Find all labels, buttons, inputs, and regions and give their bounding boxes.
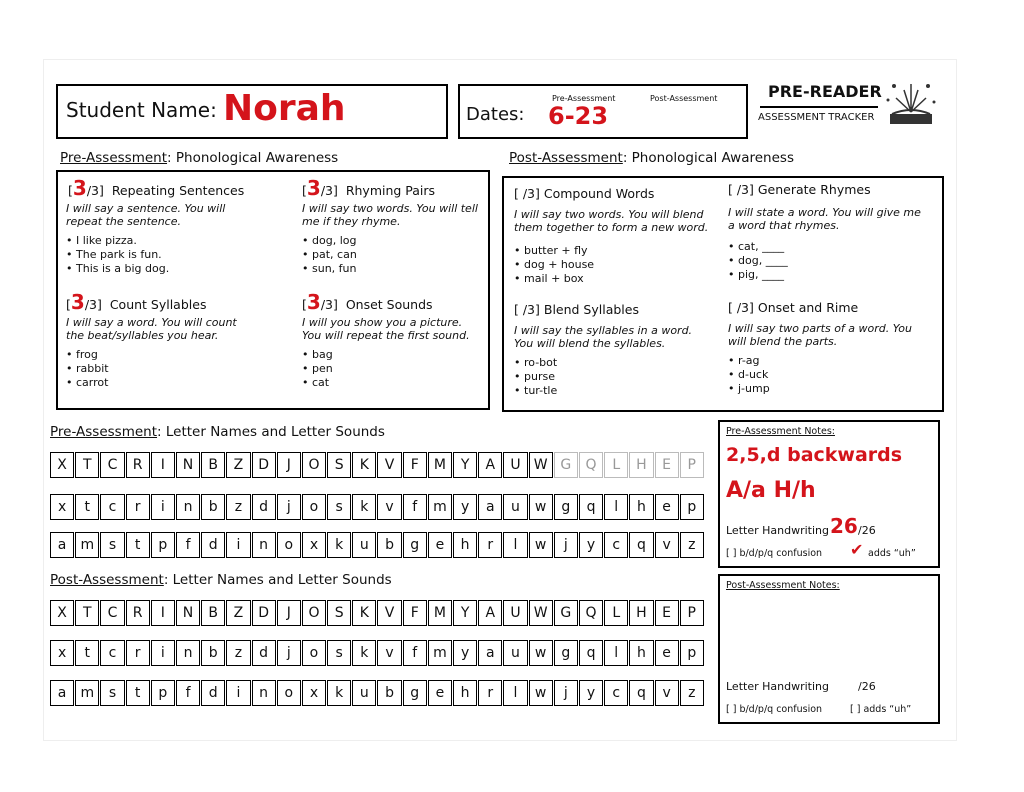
list-item: • j-ump [728, 382, 770, 396]
page-title: PRE-READER [768, 82, 882, 101]
letter-cell: T [75, 452, 99, 478]
list-item: • butter + fly [514, 244, 594, 258]
letter-cell: h [629, 640, 653, 666]
letters-pre-title: Pre-Assessment: Letter Names and Letter Sounds [50, 424, 385, 440]
list-item: • purse [514, 370, 557, 384]
letter-cell: n [176, 494, 200, 520]
check-icon: ✔ [850, 540, 864, 559]
letter-cell: U [503, 452, 527, 478]
letter-cell: y [453, 494, 477, 520]
letter-cell: W [529, 452, 553, 478]
letter-cell: n [176, 640, 200, 666]
list-item: • cat, ____ [728, 240, 788, 254]
phono-post-box [502, 176, 944, 412]
letter-cell: e [655, 494, 679, 520]
letter-cell: g [403, 532, 427, 558]
letter-cell: V [377, 452, 401, 478]
letters-pre-lower1-row [50, 494, 705, 520]
phono-post-title: Post-Assessment: Phonological Awareness [509, 150, 794, 166]
list-item: • pen [302, 362, 333, 376]
letter-cell: I [151, 452, 175, 478]
letter-cell: o [277, 532, 301, 558]
list-item: • mail + box [514, 272, 594, 286]
letter-cell: v [655, 532, 679, 558]
list-item: • bag [302, 348, 333, 362]
letter-cell: p [680, 640, 704, 666]
letter-cell: X [50, 600, 74, 626]
letter-cell: S [327, 600, 351, 626]
letter-cell: q [579, 494, 603, 520]
letter-cell: x [50, 494, 74, 520]
letter-cell: J [277, 600, 301, 626]
phono-pre-box [56, 170, 490, 410]
letter-cell: a [50, 532, 74, 558]
letter-cell: h [453, 532, 477, 558]
letter-cell: x [50, 640, 74, 666]
post-notes-title: Post-Assessment Notes: [726, 580, 840, 591]
worksheet-page [44, 60, 956, 740]
letter-cell: N [176, 452, 200, 478]
letter-cell: b [377, 680, 401, 706]
letter-cell: p [680, 494, 704, 520]
pre-notes-box [718, 420, 940, 568]
letter-cell: c [100, 640, 124, 666]
post-confusion-checkbox: [ ] b/d/p/q confusion [726, 704, 823, 715]
onset-sounds-desc: I will you show you a picture. You will repeat the first sound. [302, 316, 470, 342]
letter-cell: u [352, 680, 376, 706]
letter-cell: k [327, 532, 351, 558]
letter-cell: t [75, 494, 99, 520]
letter-cell: B [201, 452, 225, 478]
rhyming-pairs-desc: I will say two words. You will tell me if they rhyme. [302, 202, 478, 228]
letters-post-title: Post-Assessment: Letter Names and Letter Sounds [50, 572, 392, 588]
letter-cell: t [75, 640, 99, 666]
letter-cell: x [302, 680, 326, 706]
letter-cell: n [252, 680, 276, 706]
letter-cell: M [428, 452, 452, 478]
letter-cell: C [100, 452, 124, 478]
pre-date-value: 6-23 [548, 102, 609, 130]
letter-cell: h [629, 494, 653, 520]
letter-cell: P [680, 452, 704, 478]
pre-letter-handwriting-max: /26 [858, 524, 876, 537]
letter-cell: c [604, 680, 628, 706]
letter-cell: Y [453, 600, 477, 626]
letter-cell: Z [226, 600, 250, 626]
letter-cell: n [252, 532, 276, 558]
letter-cell: s [100, 680, 124, 706]
letter-cell: T [75, 600, 99, 626]
onset-sounds-heading: [3/3] Onset Sounds [302, 290, 433, 314]
letter-cell: r [126, 640, 150, 666]
letter-cell: E [655, 600, 679, 626]
letter-cell: Q [579, 600, 603, 626]
letter-cell: B [201, 600, 225, 626]
letter-cell: e [428, 532, 452, 558]
page-subtitle: ASSESSMENT TRACKER [758, 112, 875, 123]
letter-cell: i [151, 640, 175, 666]
list-item: • ro-bot [514, 356, 557, 370]
letter-cell: I [151, 600, 175, 626]
letter-cell: a [50, 680, 74, 706]
rhyming-pairs-list [302, 234, 357, 276]
repeating-sentences-heading: [3/3] Repeating Sentences [68, 176, 245, 200]
letter-cell: o [302, 494, 326, 520]
list-item: • tur-tle [514, 384, 557, 398]
list-item: • This is a big dog. [66, 262, 169, 276]
list-item: • rabbit [66, 362, 109, 376]
letter-cell: z [680, 680, 704, 706]
pre-confusion-checkbox: [ ] b/d/p/q confusion [726, 548, 823, 559]
letter-cell: O [302, 452, 326, 478]
letter-cell: U [503, 600, 527, 626]
blend-syllables-list [514, 356, 557, 398]
letter-cell: g [554, 640, 578, 666]
generate-rhymes-list [728, 240, 788, 282]
list-item: • I like pizza. [66, 234, 169, 248]
letter-cell: z [226, 494, 250, 520]
letter-cell: P [680, 600, 704, 626]
letters-pre-lower2-row [50, 532, 705, 558]
letter-cell: Y [453, 452, 477, 478]
letter-cell: b [201, 640, 225, 666]
letter-cell: m [428, 494, 452, 520]
letter-cell: s [327, 640, 351, 666]
letter-cell: d [252, 494, 276, 520]
letter-cell: k [352, 640, 376, 666]
letter-cell: H [629, 600, 653, 626]
compound-words-heading: [ /3] Compound Words [514, 186, 655, 201]
letter-cell: e [428, 680, 452, 706]
letter-cell: t [126, 532, 150, 558]
letter-cell: l [604, 494, 628, 520]
count-syllables-list [66, 348, 109, 390]
blend-syllables-heading: [ /3] Blend Syllables [514, 302, 639, 317]
letter-cell: i [151, 494, 175, 520]
onset-rime-heading: [ /3] Onset and Rime [728, 300, 859, 315]
letter-cell: q [629, 680, 653, 706]
student-name-box [56, 84, 448, 139]
letters-post-lower1-row [50, 640, 705, 666]
letter-cell: E [655, 452, 679, 478]
letter-cell: k [352, 494, 376, 520]
letter-cell: k [327, 680, 351, 706]
letter-cell: v [655, 680, 679, 706]
title-rule [760, 106, 878, 108]
list-item: • frog [66, 348, 109, 362]
letter-cell: i [226, 680, 250, 706]
list-item: • The park is fun. [66, 248, 169, 262]
compound-words-desc: I will say two words. You will blend them together to form a new word. [514, 208, 709, 234]
letter-cell: S [327, 452, 351, 478]
letter-cell: R [126, 452, 150, 478]
letter-cell: L [604, 600, 628, 626]
post-date-label: Post-Assessment [650, 94, 718, 103]
letter-cell: F [403, 452, 427, 478]
letter-cell: v [377, 494, 401, 520]
letter-cell: m [428, 640, 452, 666]
pre-letter-handwriting-score: 26 [830, 514, 858, 538]
letter-cell: p [151, 532, 175, 558]
letter-cell: M [428, 600, 452, 626]
book-fireworks-icon [882, 78, 940, 132]
onset-rime-desc: I will say two parts of a word. You will blend the parts. [728, 322, 912, 348]
letter-cell: W [529, 600, 553, 626]
list-item: • r-ag [728, 354, 770, 368]
letter-cell: Z [226, 452, 250, 478]
pre-letter-handwriting-label: Letter Handwriting [726, 524, 829, 537]
letter-cell: N [176, 600, 200, 626]
letter-cell: z [680, 532, 704, 558]
letter-cell: Q [579, 452, 603, 478]
letter-cell: G [554, 452, 578, 478]
letter-cell: F [403, 600, 427, 626]
letter-cell: D [252, 600, 276, 626]
pre-adds-uh-checkbox: adds “uh” [868, 548, 916, 559]
student-name-label: Student Name: [66, 98, 217, 122]
letter-cell: y [579, 680, 603, 706]
list-item: • d-uck [728, 368, 770, 382]
letters-post-upper-row [50, 600, 705, 626]
letter-cell: u [503, 494, 527, 520]
letter-cell: j [277, 640, 301, 666]
letter-cell: c [604, 532, 628, 558]
letter-cell: D [252, 452, 276, 478]
letter-cell: g [554, 494, 578, 520]
letter-cell: j [554, 532, 578, 558]
letter-cell: s [327, 494, 351, 520]
post-letter-handwriting-max: /26 [858, 680, 876, 693]
letter-cell: V [377, 600, 401, 626]
letter-cell: w [529, 640, 553, 666]
post-notes-box [718, 574, 940, 724]
letter-cell: u [352, 532, 376, 558]
count-syllables-desc: I will say a word. You will count the beat/syllables you hear. [66, 316, 237, 342]
letter-cell: l [503, 532, 527, 558]
letter-cell: d [201, 532, 225, 558]
letter-cell: a [478, 494, 502, 520]
student-name-value: Norah [223, 88, 346, 129]
repeating-sentences-desc: I will say a sentence. You will repeat the sentence. [66, 202, 226, 228]
letter-cell: f [403, 494, 427, 520]
letter-cell: f [176, 532, 200, 558]
letter-cell: l [604, 640, 628, 666]
list-item: • carrot [66, 376, 109, 390]
letter-cell: u [503, 640, 527, 666]
dates-box [458, 84, 748, 139]
generate-rhymes-heading: [ /3] Generate Rhymes [728, 182, 871, 197]
letter-cell: e [655, 640, 679, 666]
list-item: • pat, can [302, 248, 357, 262]
list-item: • cat [302, 376, 333, 390]
onset-sounds-list [302, 348, 333, 390]
blend-syllables-desc: I will say the syllables in a word. You will blend the syllables. [514, 324, 693, 350]
letter-cell: f [403, 640, 427, 666]
list-item: • dog + house [514, 258, 594, 272]
pre-notes-handwriting-1: 2,5,d backwards [726, 444, 903, 466]
letter-cell: z [226, 640, 250, 666]
letter-cell: h [453, 680, 477, 706]
letter-cell: o [302, 640, 326, 666]
letter-cell: H [629, 452, 653, 478]
letter-cell: O [302, 600, 326, 626]
letter-cell: y [453, 640, 477, 666]
pre-notes-title: Pre-Assessment Notes: [726, 426, 835, 437]
letter-cell: p [151, 680, 175, 706]
compound-words-list [514, 244, 594, 286]
letter-cell: w [529, 680, 553, 706]
letter-cell: q [579, 640, 603, 666]
list-item: • sun, fun [302, 262, 357, 276]
pre-date-label: Pre-Assessment [552, 94, 616, 103]
post-adds-uh-checkbox: [ ] adds “uh” [850, 704, 912, 715]
letter-cell: d [201, 680, 225, 706]
letter-cell: K [352, 600, 376, 626]
rhyming-pairs-heading: [3/3] Rhyming Pairs [302, 176, 436, 200]
letter-cell: m [75, 680, 99, 706]
letter-cell: A [478, 452, 502, 478]
letter-cell: A [478, 600, 502, 626]
letter-cell: l [503, 680, 527, 706]
letter-cell: r [126, 494, 150, 520]
letter-cell: s [100, 532, 124, 558]
letter-cell: g [403, 680, 427, 706]
repeating-sentences-list [66, 234, 169, 276]
letter-cell: K [352, 452, 376, 478]
letter-cell: x [302, 532, 326, 558]
letters-post-lower2-row [50, 680, 705, 706]
list-item: • pig, ____ [728, 268, 788, 282]
letter-cell: G [554, 600, 578, 626]
letter-cell: b [377, 532, 401, 558]
dates-label: Dates: [466, 104, 525, 125]
generate-rhymes-desc: I will state a word. You will give me a word that rhymes. [728, 206, 921, 232]
letter-cell: m [75, 532, 99, 558]
list-item: • dog, log [302, 234, 357, 248]
letter-cell: j [277, 494, 301, 520]
letter-cell: b [201, 494, 225, 520]
count-syllables-heading: [3/3] Count Syllables [66, 290, 207, 314]
letter-cell: w [529, 494, 553, 520]
letter-cell: v [377, 640, 401, 666]
letter-cell: r [478, 680, 502, 706]
letter-cell: j [554, 680, 578, 706]
letter-cell: q [629, 532, 653, 558]
letter-cell: f [176, 680, 200, 706]
letters-pre-upper-row [50, 452, 705, 478]
letter-cell: c [100, 494, 124, 520]
onset-rime-list [728, 354, 770, 396]
letter-cell: d [252, 640, 276, 666]
letter-cell: w [529, 532, 553, 558]
list-item: • dog, ____ [728, 254, 788, 268]
letter-cell: L [604, 452, 628, 478]
post-letter-handwriting-label: Letter Handwriting [726, 680, 829, 693]
letter-cell: t [126, 680, 150, 706]
letter-cell: X [50, 452, 74, 478]
letter-cell: o [277, 680, 301, 706]
letter-cell: a [478, 640, 502, 666]
phono-pre-title: Pre-Assessment: Phonological Awareness [60, 150, 339, 166]
letter-cell: y [579, 532, 603, 558]
letter-cell: J [277, 452, 301, 478]
letter-cell: i [226, 532, 250, 558]
letter-cell: r [478, 532, 502, 558]
letter-cell: R [126, 600, 150, 626]
letter-cell: C [100, 600, 124, 626]
pre-notes-handwriting-2: A/a H/h [726, 478, 816, 503]
